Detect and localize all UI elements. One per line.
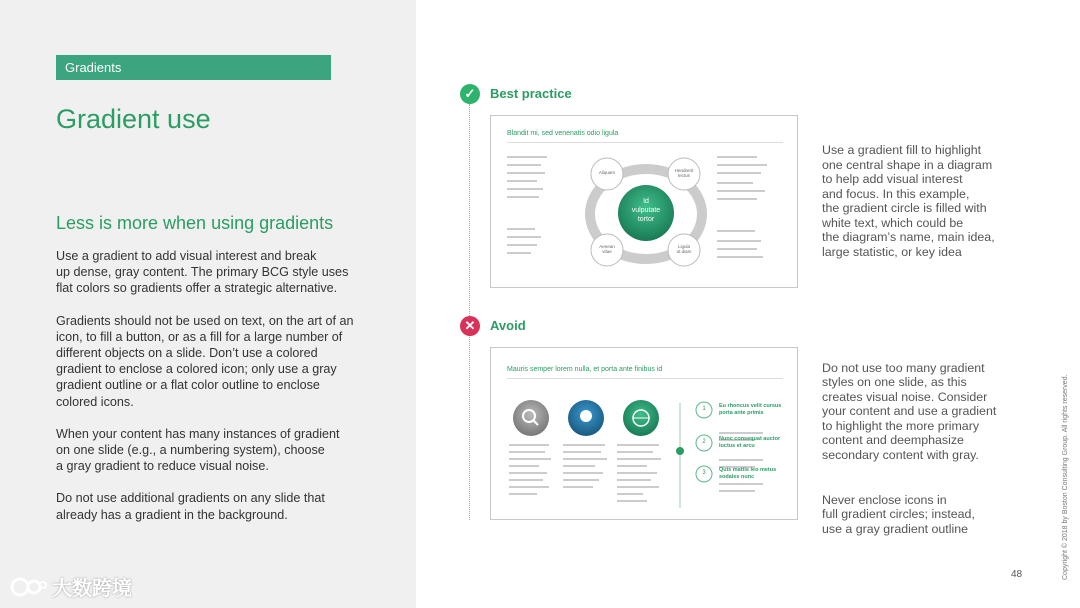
example-title: Blandit mi, sed venenatis odio ligula <box>507 130 619 137</box>
x-icon: ✕ <box>460 316 480 336</box>
list-item-text: Nunc consequat auctor luctus et arcu <box>719 436 781 449</box>
paragraph: Gradients should not be used on text, on the art of an icon, to fill a button, or as a fill for a large number of different objects on a slide. Don’t use a colored gradient to enclose a colored icon; only use a gray gradient outline or a flat color outline to enclose colored icons. <box>56 313 354 409</box>
center-text: Id vulputate tortor <box>631 198 661 223</box>
satellite-label: Hendrerit lectus <box>674 168 694 178</box>
page-number: 48 <box>1011 569 1023 580</box>
paragraph: Do not use additional gradients on any slide that already has a gradient in the background. <box>56 491 325 522</box>
avoid-example <box>490 347 798 520</box>
best-practice-description: Use a gradient fill to highlight one central shape in a diagram to help add visual interest and focus. In this example, the gradient circle is filled with white text, which could be the diagram’s name, main idea, large statistic, or key idea <box>822 143 995 259</box>
paragraph: Use a gradient to add visual interest and break up dense, gray content. The primary BCG style uses flat colors so gradients offer a strategic alternative. <box>56 249 349 296</box>
number-label: 1 <box>702 406 706 412</box>
page-title: Gradient use <box>56 104 211 134</box>
section-tag: Gradients <box>56 55 331 80</box>
list-item-text: Quis mattis leo metus sodales nunc <box>719 467 777 480</box>
satellite-label: Aenean vitae <box>599 244 615 254</box>
watermark-text: 大数跨境 <box>52 578 132 600</box>
avoid-label: Avoid <box>490 318 526 333</box>
satellite-label: Aliquam <box>598 170 616 175</box>
connector-dot <box>676 447 684 455</box>
search-icon <box>513 400 549 436</box>
section-subtitle: Less is more when using gradients <box>56 213 334 233</box>
watermark <box>8 572 132 601</box>
timeline-divider <box>469 104 470 520</box>
watermark-logo-icon <box>8 575 48 599</box>
example-title: Mauris semper lorem nulla, et porta ante finibus id <box>507 366 663 373</box>
paragraph: Never enclose icons in full gradient circles; instead, use a gray gradient outline <box>822 492 975 536</box>
best-practice-label: Best practice <box>490 86 572 101</box>
paragraph: When your content has many instances of gradient on one slide (e.g., a numbering system), choose a gray gradient to reduce visual noise. <box>56 426 340 474</box>
avoid-description <box>822 346 1022 567</box>
paragraph: Do not use too many gradient styles on one slide, as this creates visual noise. Consider your content and use a gradient to highlight the more primary content and deemphasize secondary content with gray. <box>822 360 997 462</box>
body-text <box>56 248 386 539</box>
check-icon: ✓ <box>460 84 480 104</box>
best-practice-example <box>490 115 798 288</box>
copyright-text: Copyright © 2018 by Boston Consulting Group. All rights reserved. <box>1062 374 1069 580</box>
satellite-label: Ligula ut diam <box>676 244 692 254</box>
number-label: 3 <box>702 470 706 476</box>
number-label: 2 <box>702 439 706 445</box>
icons-row <box>491 348 799 521</box>
list-item-text: Eu rhoncus velit cursus porta ante primis <box>719 403 782 416</box>
